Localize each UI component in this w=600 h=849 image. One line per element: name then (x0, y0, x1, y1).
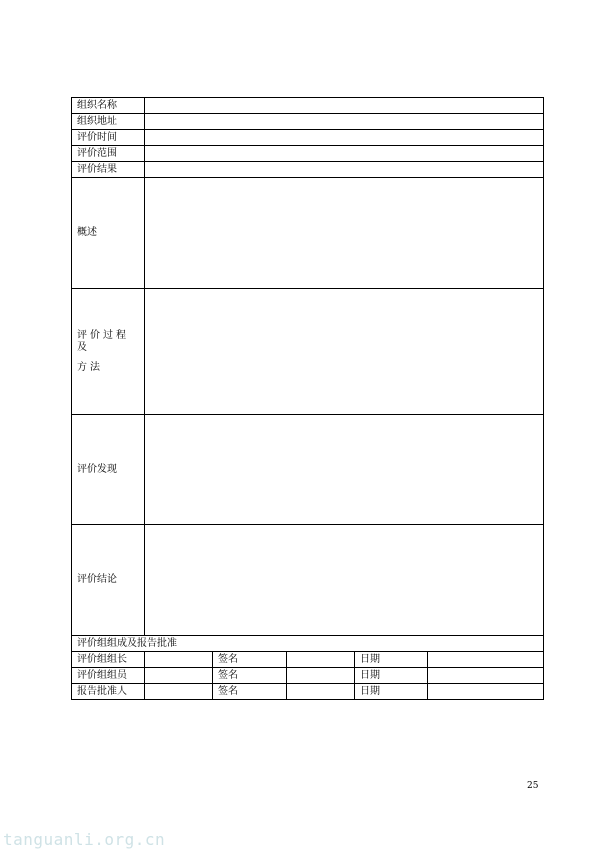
team-section-label: 评价组组成及报告批准 (72, 636, 544, 652)
signature-label: 签名 (213, 668, 287, 684)
signature-label: 签名 (213, 652, 287, 668)
approver-name-field[interactable] (145, 684, 213, 700)
eval-time-label: 评价时间 (72, 130, 145, 146)
process-label-line2: 方法 (77, 361, 103, 373)
team-member-signature-field[interactable] (287, 668, 355, 684)
conclusion-field[interactable] (145, 525, 544, 636)
org-address-field[interactable] (145, 114, 544, 130)
evaluation-report-form (71, 97, 544, 700)
approver-signature-field[interactable] (287, 684, 355, 700)
team-leader-name-field[interactable] (145, 652, 213, 668)
eval-result-label: 评价结果 (72, 162, 145, 178)
team-member-name-field[interactable] (145, 668, 213, 684)
page-number: 25 (527, 781, 539, 791)
eval-scope-label: 评价范围 (72, 146, 145, 162)
process-field[interactable] (145, 289, 544, 415)
eval-time-field[interactable] (145, 130, 544, 146)
date-label: 日期 (355, 668, 428, 684)
eval-result-field[interactable] (145, 162, 544, 178)
watermark: tanguanli.org.cn (3, 830, 166, 849)
findings-field[interactable] (145, 415, 544, 525)
org-address-label: 组织地址 (72, 114, 145, 130)
process-label-line1: 评价过程及 (77, 329, 129, 353)
eval-scope-field[interactable] (145, 146, 544, 162)
team-leader-date-field[interactable] (428, 652, 544, 668)
date-label: 日期 (355, 652, 428, 668)
team-member-label: 评价组组员 (72, 668, 145, 684)
team-member-date-field[interactable] (428, 668, 544, 684)
approver-date-field[interactable] (428, 684, 544, 700)
approver-label: 报告批准人 (72, 684, 145, 700)
overview-label: 概述 (72, 178, 145, 289)
org-name-label: 组织名称 (72, 98, 145, 114)
team-leader-label: 评价组组长 (72, 652, 145, 668)
team-leader-signature-field[interactable] (287, 652, 355, 668)
signature-label: 签名 (213, 684, 287, 700)
overview-field[interactable] (145, 178, 544, 289)
findings-label: 评价发现 (72, 415, 145, 525)
process-label (72, 289, 145, 415)
date-label: 日期 (355, 684, 428, 700)
conclusion-label: 评价结论 (72, 525, 145, 636)
org-name-field[interactable] (145, 98, 544, 114)
